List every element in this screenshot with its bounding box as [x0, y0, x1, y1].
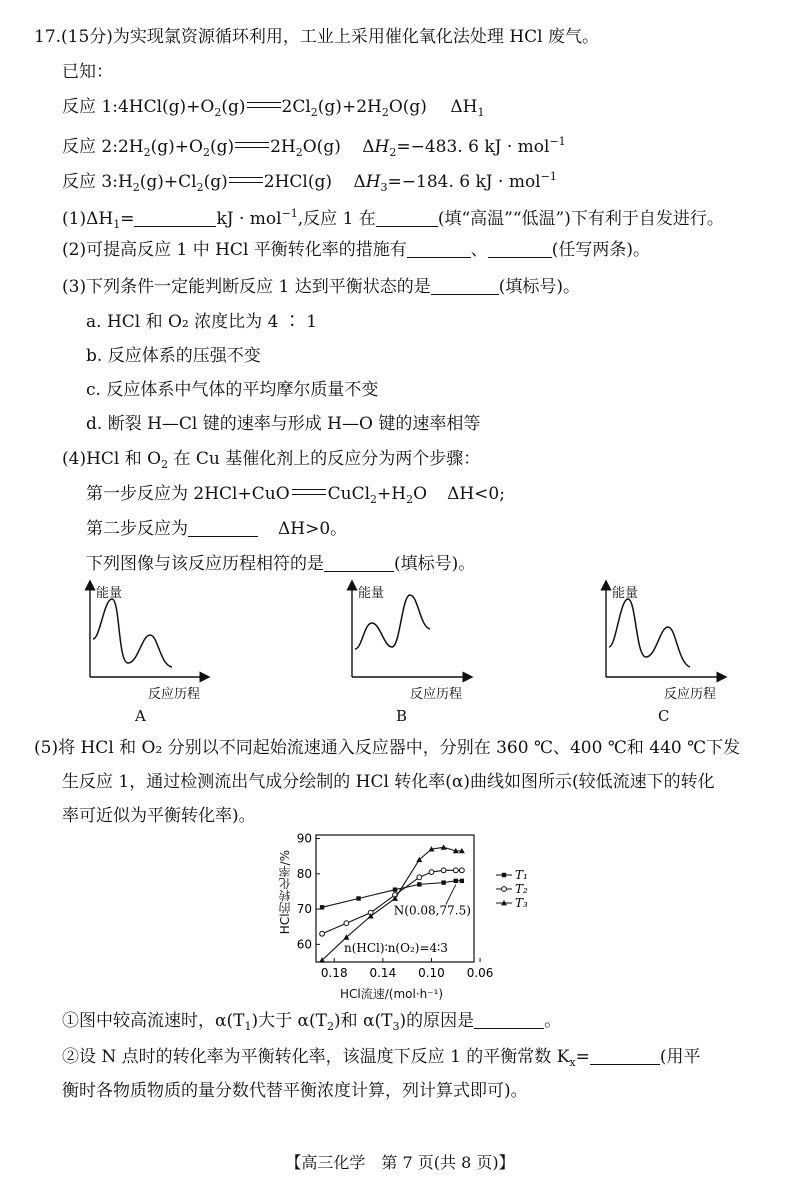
- annotation-pointer: [446, 885, 456, 905]
- reaction-1: 反应 $1:4HCl(g)+O_2(g)$ $2Cl_2(g)+2H_2O(g)$ $\Delta H_1$: [62, 97, 485, 119]
- data-point-circle: [417, 875, 422, 880]
- graph-letter-a: A: [135, 707, 146, 725]
- question-3: (3)下列条件一定能判断反应 1 达到平衡状态的是 (填标号)。: [62, 277, 580, 297]
- data-point-square: [460, 879, 464, 883]
- option-c: c. 反应体系中气体的平均摩尔质量不变: [86, 380, 379, 400]
- data-point-square: [393, 887, 397, 891]
- annotation-ratio: n(HCl)∶n(O₂)=4∶3: [344, 941, 448, 955]
- data-point-square: [454, 879, 458, 883]
- question-5-sub-2: ②设 N 点时的转化率为平衡转化率，该温度下反应 1 的平衡常数 $K_x=$ (用平: [62, 1047, 701, 1069]
- energy-axis-label: 能量: [96, 586, 123, 601]
- question-1: $(1)\Delta H_1=$ kJ · mol$^{-1}$,反应 1 在 (填“高温”“低温”)下有利于自发进行。: [62, 207, 724, 231]
- chart-x-label: HCl流速/(mol·h⁻¹): [340, 987, 444, 1001]
- option-a: a. HCl 和 O₂ 浓度比为 4 ∶ 1: [86, 312, 318, 332]
- question-5-line-1: (5)将 HCl 和 O₂ 分别以不同起始流速通入反应器中，分别在 360 ℃、400 ℃和 440 ℃下发: [34, 738, 741, 758]
- legend-marker: [502, 873, 506, 877]
- equilibrium-arrow-icon: [235, 139, 269, 151]
- answer-blank[interactable]: [590, 1048, 660, 1065]
- data-point-square: [356, 896, 360, 900]
- reaction-2: 反应 $2:2H_2(g)+O_2(g)$ $2H_2O(g)$ $\Delta H_2=-483$. 6 kJ · mol$^{-1}$: [62, 135, 566, 159]
- graph-letter-b: B: [396, 707, 408, 725]
- equilibrium-arrow-icon: [247, 99, 281, 111]
- step-1: 第一步反应为 2HCl+CuO $CuCl_2+H_2O$ ΔH<0;: [86, 484, 505, 506]
- legend-marker: [502, 887, 507, 892]
- x-tick-label: 0.06: [466, 966, 494, 980]
- energy-curve-a: [93, 599, 172, 667]
- option-b: b. 反应体系的压强不变: [86, 346, 261, 366]
- reaction-progress-label: 反应历程: [410, 687, 463, 702]
- chart-y-label: HCl的转化率/%: [278, 850, 292, 935]
- answer-blank[interactable]: [324, 555, 394, 572]
- question-5-sub-2-cont: 衡时各物质物质的量分数代替平衡浓度计算，列计算式即可)。: [62, 1081, 528, 1101]
- question-4: (4)HCl 和 $O_2$ 在 Cu 基催化剂上的反应分为两个步骤：: [62, 449, 481, 471]
- answer-blank[interactable]: [376, 210, 438, 227]
- data-point-circle: [320, 931, 325, 936]
- answer-blank[interactable]: [488, 241, 552, 258]
- data-point-square: [417, 882, 421, 886]
- question-5-line-2: 生反应 1，通过检测流出气成分绘制的 HCl 转化率(α)曲线如图所示(较低流速下的转化: [62, 772, 715, 792]
- y-tick-label: 70: [296, 902, 312, 917]
- x-tick-label: 0.10: [418, 966, 445, 980]
- answer-blank[interactable]: [134, 210, 216, 227]
- data-point-triangle: [441, 844, 447, 849]
- reaction-3: 反应 $3:H_2(g)+Cl_2(g)$ 2HCl(g) $\Delta H_3=-184$. 6 kJ · mol$^{-1}$: [62, 170, 557, 194]
- data-point-square: [441, 880, 445, 884]
- data-point-circle: [453, 868, 458, 873]
- answer-blank[interactable]: [431, 278, 499, 295]
- energy-axis-label: 能量: [612, 586, 639, 601]
- answer-blank[interactable]: [474, 1012, 544, 1029]
- energy-curve-b: [355, 595, 430, 649]
- option-d: d. 断裂 H—Cl 键的速率与形成 H—O 键的速率相等: [86, 414, 481, 434]
- equals-sign-icon: [292, 487, 326, 497]
- legend-label: T₂: [515, 882, 528, 896]
- question-2: (2)可提高反应 1 中 HCl 平衡转化率的措施有 、 (任写两条)。: [62, 240, 651, 260]
- legend-label: T₁: [515, 868, 528, 882]
- conversion-chart: [0, 825, 800, 1010]
- question-header: 17.(15分)为实现氯资源循环利用，工业上采用催化氧化法处理 HCl 废气。: [34, 27, 600, 47]
- graph-letter-c: C: [658, 707, 670, 725]
- answer-blank[interactable]: [188, 520, 258, 537]
- known-label: 已知：: [62, 62, 113, 82]
- energy-axis-label: 能量: [358, 586, 385, 601]
- equilibrium-arrow-icon: [229, 174, 263, 186]
- data-point-circle: [459, 868, 464, 873]
- x-tick-label: 0.18: [320, 966, 348, 980]
- reaction-progress-label: 反应历程: [148, 687, 201, 702]
- question-5-line-3: 率可近似为平衡转化率)。: [62, 806, 256, 826]
- data-point-circle: [344, 921, 349, 926]
- y-tick-label: 90: [296, 831, 312, 846]
- y-tick-label: 80: [296, 866, 312, 881]
- x-tick-label: 0.14: [369, 966, 397, 980]
- legend-label: T₃: [515, 896, 528, 910]
- annotation-point-n: N(0.08,77.5): [393, 903, 471, 918]
- step-2: 第二步反应为 ΔH>0。: [86, 519, 348, 539]
- data-point-circle: [441, 868, 446, 873]
- page-footer: 【高三化学 第 7 页(共 8 页)】: [285, 1153, 515, 1172]
- y-tick-label: 60: [296, 937, 312, 952]
- question-4-ask: 下列图像与该反应历程相符的是 (填标号)。: [86, 554, 476, 574]
- answer-blank[interactable]: [407, 241, 471, 258]
- reaction-progress-label: 反应历程: [664, 687, 717, 702]
- data-point-circle: [429, 870, 434, 875]
- data-point-square: [320, 905, 324, 909]
- energy-curve-c: [609, 599, 690, 667]
- question-5-sub-1: ①图中较高流速时，$\alpha(T_1)$大于 $\alpha(T_2)$和 $\alpha(T_3)$的原因是 。: [62, 1011, 562, 1033]
